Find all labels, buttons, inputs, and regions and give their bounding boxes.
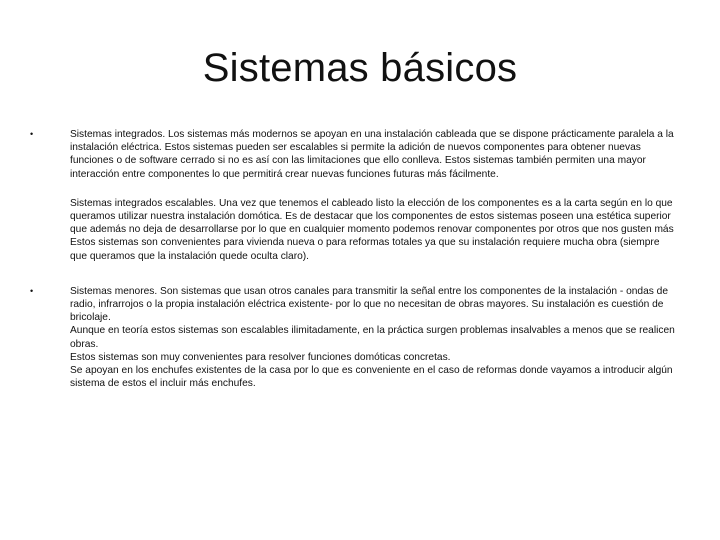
paragraph-integrados — [70, 128, 678, 181]
heading-integrados: Sistemas integrados — [70, 129, 163, 140]
bullet-icon: • — [30, 129, 34, 139]
bullet-item-integrados — [30, 128, 678, 263]
heading-menores: Sistemas menores — [70, 285, 155, 297]
slide-title: Sistemas básicos — [202, 46, 518, 90]
text-menores-2: Aunque en teoría estos sistemas son escalables ilimitadamente, en la práctica surgen problemas insalvables a menos que se realicen obras. — [70, 325, 675, 350]
paragraph-escalables — [70, 197, 678, 263]
slide-body — [30, 128, 678, 390]
text-menores: . Son sistemas que usan otros canales para transmitir la señal entre los componentes de la instalación - ondas de radio, infrarrojos o la propia instalación eléctrica existente- por lo que no necesitan de obras mayores. Su instalación es cuestión de bricolaje. — [70, 285, 668, 324]
bullet-icon: • — [30, 285, 34, 296]
bullet-item-menores — [30, 285, 678, 391]
paragraph-menores — [70, 285, 678, 391]
text-integrados: . Los sistemas más modernos se apoyan en una instalación cableada que se dispone prácticamente paralela a la instalación eléctrica. Estos sistemas pueden ser escalables si permite la adición de nuevos componentes para obtener nuevas funciones o de software cerrado si no es así con las limitaciones que ello conlleva. Estos sistemas también permiten una mayor interacción entre componentes lo que permitirá crear nuevas funciones futuras más fácilmente. — [70, 129, 674, 180]
text-menores-4: Se apoyan en los enchufes existentes de la casa por lo que es conveniente en el caso de reformas donde vayamos a introducir algún sistema de estos el incluir más enchufes. — [70, 365, 673, 390]
text-escalables: . Una vez que tenemos el cableado listo la elección de los componentes es a la carta según en lo que queramos utilizar nuestra instalación domótica. Es de destacar que los componentes de estos sistemas poseen una estética superior que además no deja de desarrollarse por lo que en cualquier momento podemos renovar componentes por otros que nos gusten más — [70, 197, 674, 236]
text-escalables-2: Estos sistemas son convenientes para vivienda nueva o para reformas totales ya que su instalación requiere mucha obra (siempre que queramos que la instalación quede oculta claro). — [70, 237, 660, 262]
text-menores-3: Estos sistemas son muy convenientes para resolver funciones domóticas concretas. — [70, 351, 451, 363]
heading-escalables: Sistemas integrados escalables — [70, 197, 214, 209]
